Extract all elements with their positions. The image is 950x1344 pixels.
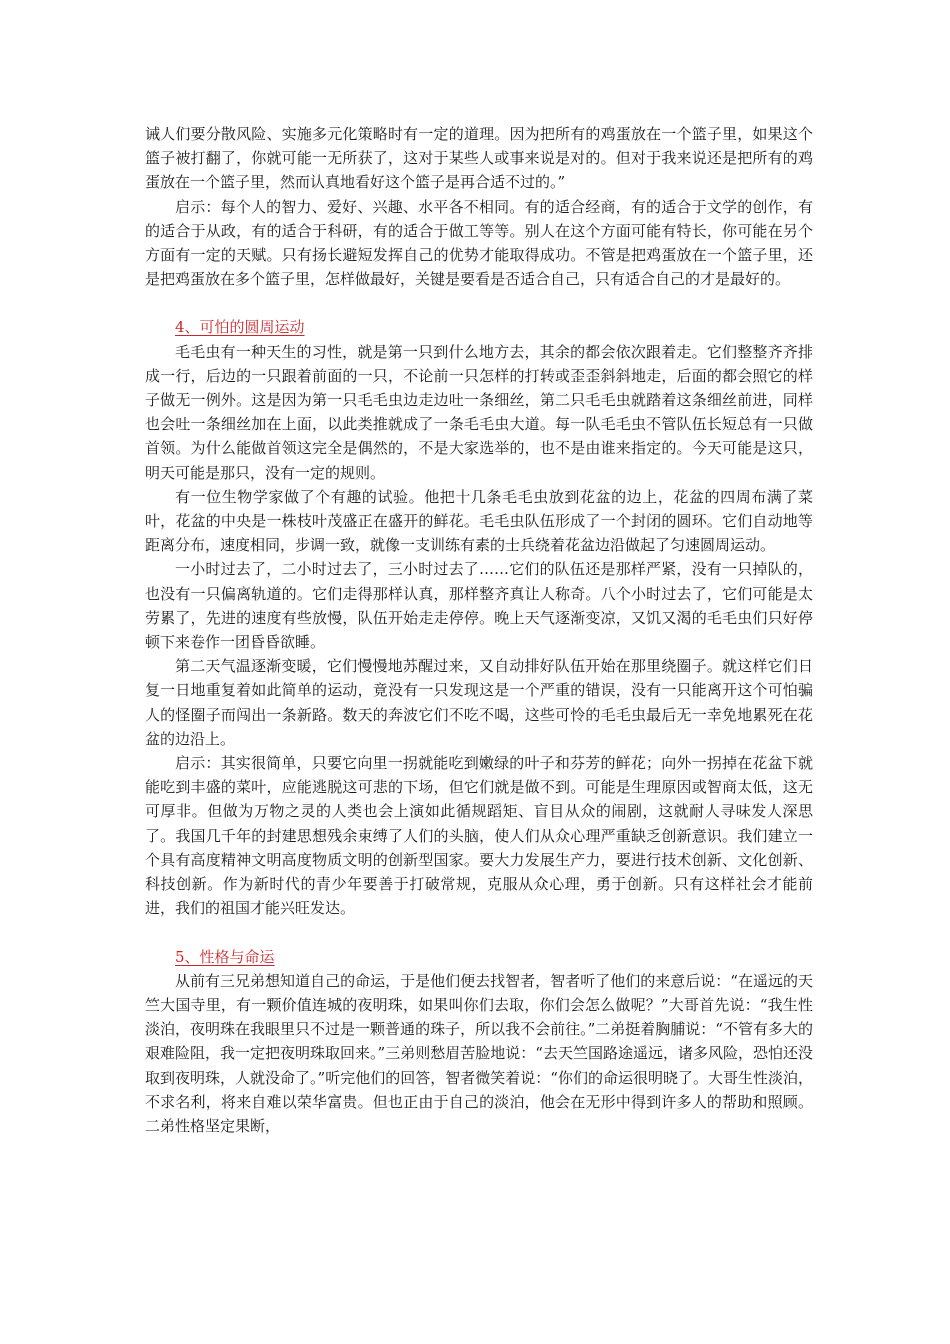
section3-insight: 启示：每个人的智力、爱好、兴趣、水平各不相同。有的适合经商，有的适合于文学的创作，有的适合于从政，有的适合于科研，有的适合于做工等等。别人在这个方面可能有特长，你可能在另个方面有一定的天赋。只有扬长避短发挥自己的优势才能取得成功。不管是把鸡蛋放在一个篮子里，还是把鸡蛋放在多个篮子里，怎样做最好，关键是要看是否适合自己，只有适合自己的才是最好的。 — [145, 197, 813, 289]
document-page — [145, 122, 813, 1138]
section4-paragraph-2: 有一位生物学家做了个有趣的试验。他把十几条毛毛虫放到花盆的边上，花盆的四周布满了菜叶，花盆的中央是一株枝叶茂盛正在盛开的鲜花。毛毛虫队伍形成了一个封闭的圆环。它们自动地等距离分布，速度相同，步调一致，就像一支训练有素的士兵绕着花盆边沿做起了匀速圆周运动。 — [145, 487, 813, 555]
section5-heading: 5、性格与命运 — [175, 947, 275, 966]
section4-paragraph-1: 毛毛虫有一种天生的习性，就是第一只到什么地方去，其余的都会依次跟着走。它们整整齐齐排成一行，后边的一只跟着前面的一只，不论前一只怎样的打转或歪歪斜斜地走，后面的都会照它的样子做无一例外。这是因为第一只毛毛虫边走边吐一条细丝，第二只毛毛虫就踏着这条细丝前进，同样也会吐一条细丝加在上面，以此类推就成了一条毛毛虫大道。每一队毛毛虫不管队伍长短总有一只做首领。为什么能做首领这完全是偶然的，不是大家选举的，也不是由谁来指定的。今天可能是这只，明天可能是那只，没有一定的规则。 — [145, 342, 813, 482]
section4-paragraph-3: 一小时过去了，二小时过去了，三小时过去了……它们的队伍还是那样严紧，没有一只掉队的，也没有一只偏离轨道的。它们走得那样认真，那样整齐真让人称奇。八个小时过去了，它们可能是太劳累了，先进的速度有些放慢，队伍开始走走停停。晚上天气逐渐变凉，又饥又渴的毛毛虫们只好停顿下来卷作一团昏昏欲睡。 — [145, 560, 813, 652]
section4-paragraph-4: 第二天气温逐渐变暖，它们慢慢地苏醒过来，又自动排好队伍开始在那里绕圈子。就这样它们日复一日地重复着如此简单的运动，竟没有一只发现这是一个严重的错误，没有一只能离开这个可怕骗人的怪圈子而闯出一条新路。数天的奔波它们不吃不喝，这些可怜的毛毛虫最后无一幸免地累死在花盆的边沿上。 — [145, 657, 813, 748]
section4-heading: 4、可怕的圆周运动 — [175, 318, 305, 337]
section5-paragraph-1: 从前有三兄弟想知道自己的命运，于是他们便去找智者，智者听了他们的来意后说：“在遥远的天竺大国寺里，有一颗价值连城的夜明珠，如果叫你们去取，你们会怎么做呢？”大哥首先说：“我生性淡泊，夜明珠在我眼里只不过是一颗普通的珠子，所以我不会前往。”二弟挺着胸脯说：“不管有多大的艰难险阻，我一定把夜明珠取回来。”三弟则愁眉苦脸地说：“去天竺国路途遥远，诸多风险，恐怕还没取到夜明珠，人就没命了。”听完他们的回答，智者微笑着说：“你们的命运很明晓了。大哥生性淡泊，不求名利，将来自难以荣华富贵。但也正由于自己的淡泊，他会在无形中得到许多人的帮助和照顾。二弟性格坚定果断， — [145, 971, 813, 1135]
section3-continuation: 诫人们要分散风险、实施多元化策略时有一定的道理。因为把所有的鸡蛋放在一个篮子里，如果这个篮子被打翻了，你就可能一无所获了，这对于某些人或事来说是对的。但对于我来说还是把所有的鸡蛋放在一个篮子里，然而认真地看好这个篮子是再合适不过的。” — [145, 125, 813, 192]
section4-insight: 启示：其实很简单，只要它向里一拐就能吃到嫩绿的叶子和芬芳的鲜花；向外一拐掉在花盆下就能吃到丰盛的菜叶，应能逃脱这可悲的下场，但它们就是做不到。可能是生理原因或智商太低，这无可厚非。但做为万物之灵的人类也会上演如此循规蹈矩、盲目从众的闹剧，这就耐人寻味发人深思了。我国几千年的封建思想残余束缚了人们的头脑，使人们从众心理严重缺乏创新意识。我们建立一个具有高度精神文明高度物质文明的创新型国家。要大力发展生产力，要进行技术创新、文化创新、科技创新。作为新时代的青少年要善于打破常规，克服从众心理，勇于创新。只有这样社会才能前进，我们的祖国才能兴旺发达。 — [145, 754, 813, 918]
